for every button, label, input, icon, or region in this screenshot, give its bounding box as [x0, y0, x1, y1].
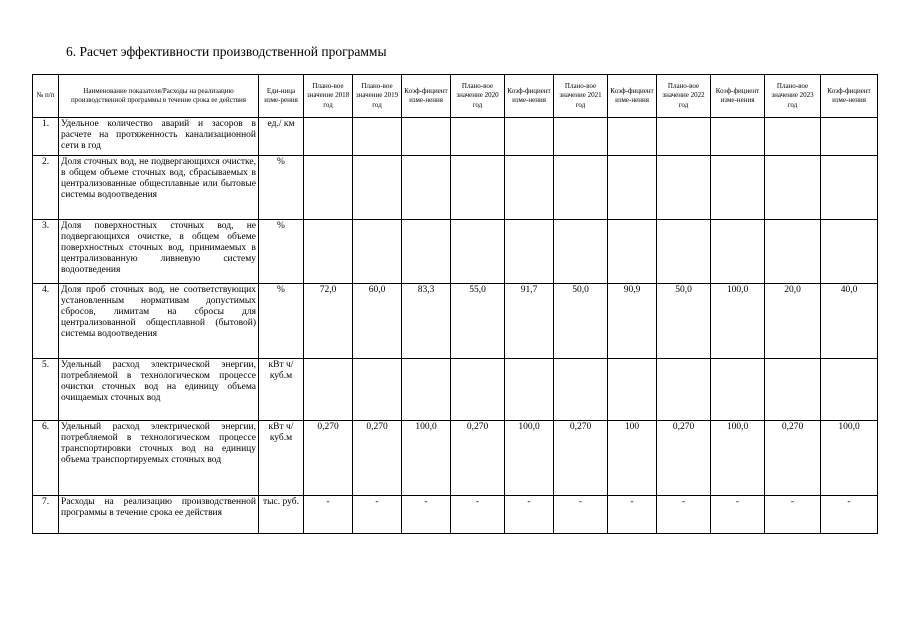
row-value-cell: -: [657, 496, 711, 534]
row-value-cell: -: [304, 496, 353, 534]
table-row: [33, 118, 878, 156]
row-value-cell: [451, 118, 505, 156]
table-header-row: [33, 75, 878, 118]
row-value-cell: 100,0: [821, 421, 878, 496]
table-row: [33, 359, 878, 421]
row-value-cell: [304, 156, 353, 220]
row-value-cell: 100,0: [505, 421, 554, 496]
header-col: Коэф-фициент изме-нения: [821, 75, 878, 118]
row-value-cell: [608, 156, 657, 220]
row-value-cell: [711, 118, 765, 156]
row-value-cell: [304, 220, 353, 284]
row-value-cell: [657, 359, 711, 421]
header-col: Плано-вое значение 2018 год: [304, 75, 353, 118]
row-value-cell: 40,0: [821, 284, 878, 359]
row-value-cell: [451, 220, 505, 284]
row-value-cell: -: [451, 496, 505, 534]
header-col: Плано-вое значение 2020 год: [451, 75, 505, 118]
row-unit: ед./ км: [259, 118, 304, 156]
row-value-cell: [821, 220, 878, 284]
page-title: 6. Расчет эффективности производственной программы: [66, 44, 387, 59]
row-value-cell: [554, 156, 608, 220]
row-unit: %: [259, 284, 304, 359]
header-col: Коэф-фициент изме-нения: [505, 75, 554, 118]
row-value-cell: 90,9: [608, 284, 657, 359]
row-value-cell: [711, 156, 765, 220]
row-unit: кВт ч/куб.м: [259, 359, 304, 421]
row-number: 3.: [33, 220, 59, 284]
row-value-cell: [304, 359, 353, 421]
row-value-cell: [554, 359, 608, 421]
row-number: 1.: [33, 118, 59, 156]
row-value-cell: 100: [608, 421, 657, 496]
row-indicator-name: Удельный расход электрической энергии, потребляемой в технологическом процессе очистки сточных вод на единицу объема очищаемых сточных вод: [59, 359, 259, 421]
row-indicator-name: Удельный расход электрической энергии, потребляемой в технологическом процессе транспортировки сточных вод на единицу объема транспортируемых сточных вод: [59, 421, 259, 496]
row-value-cell: [657, 118, 711, 156]
row-value-cell: [353, 359, 402, 421]
row-value-cell: 0,270: [353, 421, 402, 496]
row-unit: %: [259, 220, 304, 284]
row-value-cell: [554, 220, 608, 284]
row-value-cell: [451, 156, 505, 220]
row-value-cell: [821, 359, 878, 421]
row-number: 7.: [33, 496, 59, 534]
row-value-cell: 0,270: [657, 421, 711, 496]
row-value-cell: [402, 156, 451, 220]
row-value-cell: [657, 220, 711, 284]
row-value-cell: [353, 118, 402, 156]
row-value-cell: 50,0: [657, 284, 711, 359]
row-value-cell: [402, 220, 451, 284]
row-unit: кВт ч/куб.м: [259, 421, 304, 496]
row-value-cell: [657, 156, 711, 220]
row-value-cell: [505, 118, 554, 156]
row-value-cell: [765, 118, 821, 156]
row-value-cell: [711, 220, 765, 284]
row-value-cell: 20,0: [765, 284, 821, 359]
row-indicator-name: Расходы на реализацию производственной программы в течение срока ее действия: [59, 496, 259, 534]
row-value-cell: [505, 156, 554, 220]
row-value-cell: [711, 359, 765, 421]
row-value-cell: 50,0: [554, 284, 608, 359]
row-value-cell: [765, 220, 821, 284]
row-indicator-name: Доля сточных вод, не подвергающихся очистке, в общем объеме сточных вод, сбрасываемых в централизованные общесплавные или бытовые системы водоотведения: [59, 156, 259, 220]
table-row: [33, 220, 878, 284]
row-value-cell: [505, 220, 554, 284]
table-row: [33, 284, 878, 359]
row-unit: %: [259, 156, 304, 220]
row-value-cell: -: [402, 496, 451, 534]
header-unit: Еди-ница изме-рения: [259, 75, 304, 118]
row-value-cell: [608, 118, 657, 156]
row-value-cell: 0,270: [451, 421, 505, 496]
row-unit: тыс. руб.: [259, 496, 304, 534]
row-value-cell: [765, 359, 821, 421]
row-value-cell: [505, 359, 554, 421]
header-num: № п/п: [33, 75, 59, 118]
row-number: 5.: [33, 359, 59, 421]
row-indicator-name: Доля поверхностных сточных вод, не подвергающихся очистке, в общем объеме поверхностных сточных вод, принимаемых в централизованную ливневую систему водоотведения: [59, 220, 259, 284]
row-value-cell: -: [505, 496, 554, 534]
row-value-cell: -: [765, 496, 821, 534]
row-value-cell: [608, 359, 657, 421]
row-value-cell: [353, 220, 402, 284]
efficiency-table: [32, 74, 878, 534]
row-value-cell: 100,0: [711, 421, 765, 496]
header-col: Плано-вое значение 2023 год: [765, 75, 821, 118]
row-value-cell: 100,0: [711, 284, 765, 359]
row-value-cell: -: [353, 496, 402, 534]
row-value-cell: -: [711, 496, 765, 534]
table-row: [33, 496, 878, 534]
header-name: Наименование показателя/Расходы на реализацию производственной программы в течение срока ее действия: [59, 75, 259, 118]
row-value-cell: 55,0: [451, 284, 505, 359]
row-value-cell: -: [821, 496, 878, 534]
table-row: [33, 421, 878, 496]
header-col: Плано-вое значение 2019 год: [353, 75, 402, 118]
row-number: 2.: [33, 156, 59, 220]
row-number: 6.: [33, 421, 59, 496]
row-value-cell: 0,270: [554, 421, 608, 496]
row-value-cell: [554, 118, 608, 156]
row-value-cell: -: [554, 496, 608, 534]
row-value-cell: 60,0: [353, 284, 402, 359]
row-value-cell: [451, 359, 505, 421]
header-col: Плано-вое значение 2022 год: [657, 75, 711, 118]
header-col: Коэф-фициент изме-нения: [711, 75, 765, 118]
table-row: [33, 156, 878, 220]
header-col: Коэф-фициент изме-нения: [402, 75, 451, 118]
row-value-cell: 83,3: [402, 284, 451, 359]
row-value-cell: [353, 156, 402, 220]
row-value-cell: 0,270: [765, 421, 821, 496]
row-value-cell: [402, 118, 451, 156]
row-number: 4.: [33, 284, 59, 359]
row-value-cell: [765, 156, 821, 220]
row-indicator-name: Удельное количество аварий и засоров в расчете на протяженность канализационной сети в год: [59, 118, 259, 156]
row-value-cell: -: [608, 496, 657, 534]
row-value-cell: [608, 220, 657, 284]
row-value-cell: [402, 359, 451, 421]
row-value-cell: [821, 118, 878, 156]
row-value-cell: 0,270: [304, 421, 353, 496]
row-value-cell: [821, 156, 878, 220]
row-value-cell: 100,0: [402, 421, 451, 496]
header-col: Плано-вое значение 2021 год: [554, 75, 608, 118]
row-value-cell: 72,0: [304, 284, 353, 359]
header-col: Коэф-фициент изме-нения: [608, 75, 657, 118]
row-value-cell: [304, 118, 353, 156]
row-value-cell: 91,7: [505, 284, 554, 359]
row-indicator-name: Доля проб сточных вод, не соответствующих установленным нормативам допустимых сбросов, лимитам на сбросы для централизованной общесплавной (бытовой) системы водоотведения: [59, 284, 259, 359]
